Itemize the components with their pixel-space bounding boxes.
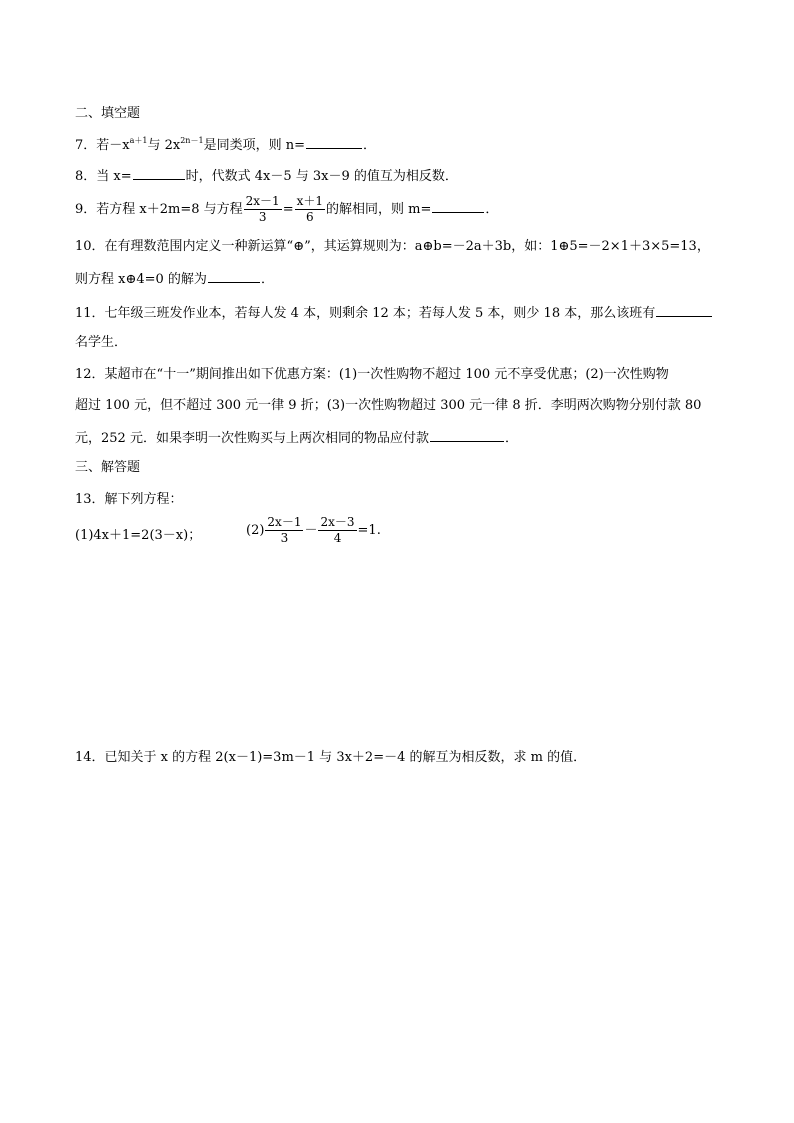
q7-answer-blank[interactable] (306, 135, 362, 149)
q12-text: 元，252 元．如果李明一次性购买与上两次相同的物品应付款 (75, 431, 429, 446)
q8-answer-blank[interactable] (133, 166, 185, 180)
q9-fraction-1-denominator: 3 (258, 210, 267, 224)
q9-fraction-2-numerator: x＋1 (296, 194, 323, 208)
question-11-line-1 (75, 303, 713, 323)
q7-text: 是同类项，则 n= (203, 138, 305, 153)
q9-fraction-2-denominator: 6 (305, 210, 314, 224)
q9-equals: = (282, 202, 294, 217)
q8-text: 时，代数式 4x－5 与 3x－9 的值互为相反数． (185, 169, 458, 184)
q11-answer-blank[interactable] (656, 303, 712, 317)
q7-period: ． (362, 138, 376, 153)
question-13-stem: 13．解下列方程： (75, 492, 183, 507)
question-12-line-1: 12．某超市在“十一”期间推出如下优惠方案：(1)一次性购物不超过 100 元不享受优惠；(2)一次性购物 (75, 367, 669, 382)
question-10-line-2 (75, 269, 274, 289)
question-12-line-3 (75, 428, 518, 448)
q13-fraction-1 (265, 515, 303, 546)
q9-text: 的解相同，则 m= (326, 202, 432, 217)
question-13-part-1: (1)4x＋1=2(3－x)； (75, 528, 202, 543)
q13-part-2-label: (2) (246, 523, 265, 538)
q12-period: ． (504, 431, 518, 446)
q12-answer-blank[interactable] (430, 428, 504, 442)
question-11-line-2: 名学生． (75, 335, 128, 350)
q9-fraction-1 (244, 194, 282, 225)
q7-text: 与 2x (147, 138, 181, 153)
q9-answer-blank[interactable] (432, 199, 484, 213)
q7-exponent-2: 2n－1 (180, 136, 204, 145)
q8-text: 8．当 x= (75, 169, 132, 184)
q7-exponent-1: a＋1 (129, 136, 148, 145)
question-8 (75, 166, 458, 186)
q9-period: ． (485, 202, 499, 217)
section-heading-fill-in: 二、填空题 (75, 106, 141, 121)
q9-fraction-2 (295, 194, 325, 225)
section-heading-solve: 三、解答题 (75, 460, 141, 475)
q10-text: 则方程 x⊕4=0 的解为 (75, 272, 207, 287)
q13-minus: － (304, 523, 318, 538)
q13-tail: =1. (357, 523, 381, 538)
q9-text: 9．若方程 x＋2m=8 与方程 (75, 202, 243, 217)
question-14: 14．已知关于 x 的方程 2(x－1)=3m－1 与 3x＋2=－4 的解互为相反数，求 m 的值． (75, 750, 587, 765)
question-7 (75, 135, 376, 155)
question-10-line-1: 10．在有理数范围内定义一种新运算“⊕”，其运算规则为：a⊕b=－2a＋3b，如：1⊕5=－2×1＋3×5=13， (75, 239, 710, 254)
q13-fraction-1-denominator: 3 (280, 531, 289, 545)
q7-text: 7．若－x (75, 138, 130, 153)
q13-fraction-2 (318, 515, 356, 546)
q9-fraction-1-numerator: 2x－1 (245, 194, 280, 208)
q11-text: 11．七年级三班发作业本，若每人发 4 本，则剩余 12 本；若每人发 5 本，则少 18 本，那么该班有 (75, 306, 656, 321)
question-13-part-2 (246, 513, 381, 549)
q13-fraction-2-numerator: 2x－3 (320, 515, 355, 529)
q10-period: ． (260, 272, 274, 287)
question-9 (75, 192, 498, 228)
question-12-line-2: 超过 100 元，但不超过 300 元一律 9 折；(3)一次性购物超过 300 元一律 8 折．李明两次购物分别付款 80 (75, 398, 702, 413)
q13-fraction-1-numerator: 2x－1 (267, 515, 302, 529)
q13-fraction-2-denominator: 4 (333, 531, 342, 545)
q10-answer-blank[interactable] (208, 269, 260, 283)
